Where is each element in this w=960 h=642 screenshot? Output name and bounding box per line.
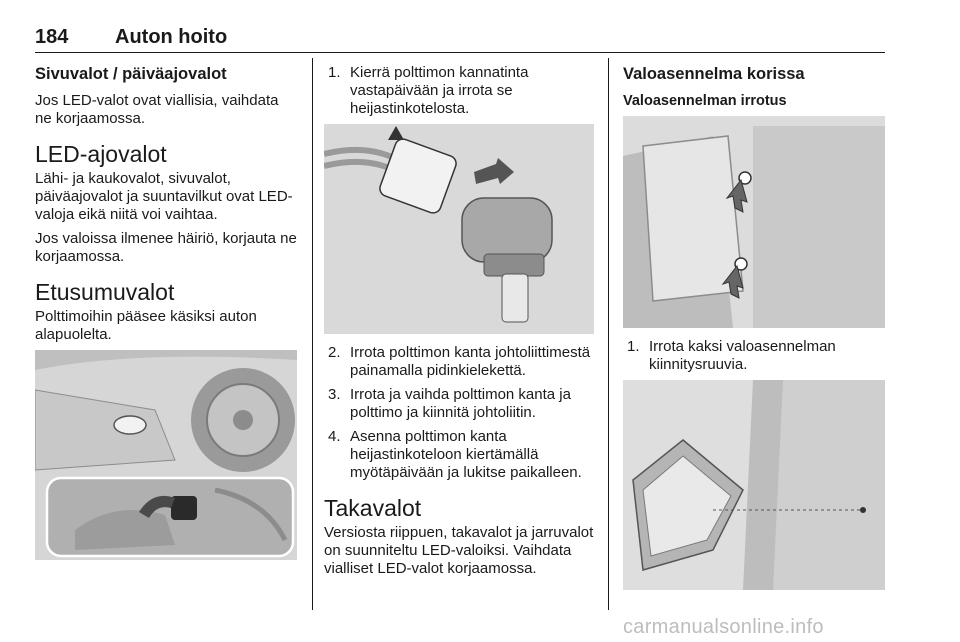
paragraph-sidelights: Jos LED-valot ovat viallisia, vaihdata ne korjaamossa. [35,92,279,127]
step-1 [324,64,594,118]
column-left [35,64,297,570]
step-3 [324,386,594,422]
step-text: Asenna polttimon kanta heijastinkoteloon kiertämällä myötäpäivään ja lukitse paikalleen. [350,428,582,481]
page-title: Auton hoito [115,26,228,48]
column-middle [324,64,594,584]
tail-light-removed-illustration [623,380,885,590]
fog-bulb-holder-illustration [324,124,594,334]
paragraph-led-2: Jos valoissa ilmenee häiriö, korjauta ne korjaamossa. [35,230,297,265]
step-number: 2. [328,344,341,361]
fog-light-illustration [35,350,297,560]
step-4 [324,428,594,482]
step-text: Irrota ja vaihda polttimon kanta ja polttimo ja kiinnitä johtoliitin. [350,386,571,421]
heading-rear-lights: Takavalot [324,495,422,521]
column-divider [608,58,609,610]
step-2 [324,344,594,380]
column-right [623,64,885,600]
tail-light-screws-illustration [623,116,885,328]
step-text: Irrota kaksi valoasennelman kiinnitysruuvia. [649,338,836,373]
step-number: 4. [328,428,341,445]
step-number: 1. [328,64,341,81]
step-number: 1. [627,338,640,355]
heading-led-headlights: LED-ajovalot [35,141,167,167]
page-number: 184 [35,26,69,48]
subheading-removal: Valoasennelman irrotus [623,93,787,109]
step-1-removal [623,338,885,374]
heading-fog-lights: Etusumuvalot [35,279,175,305]
page-header [35,26,885,53]
paragraph-fog: Polttimoihin pääsee käsiksi auton alapuolelta. [35,308,257,343]
watermark: carmanualsonline.info [623,616,824,638]
step-text: Irrota polttimon kanta johtoliittimestä painamalla pidinkielekettä. [350,344,591,379]
step-number: 3. [328,386,341,403]
heading-cargo-light: Valoasennelma korissa [623,65,805,83]
heading-sidelights: Sivuvalot / päiväajovalot [35,65,227,83]
paragraph-rear-lights: Versiosta riippuen, takavalot ja jarruvalot on suunniteltu LED-valoiksi. Vaihdata vialliset LED-valot korjaamossa. [324,524,594,577]
column-divider [312,58,313,610]
paragraph-led-1: Lähi- ja kaukovalot, sivuvalot, päiväajovalot ja suuntavilkut ovat LED-valoja eikä niitä voi vaihtaa. [35,170,293,223]
step-text: Kierrä polttimon kannatinta vastapäivään ja irrota se heijastinkotelosta. [350,64,529,117]
